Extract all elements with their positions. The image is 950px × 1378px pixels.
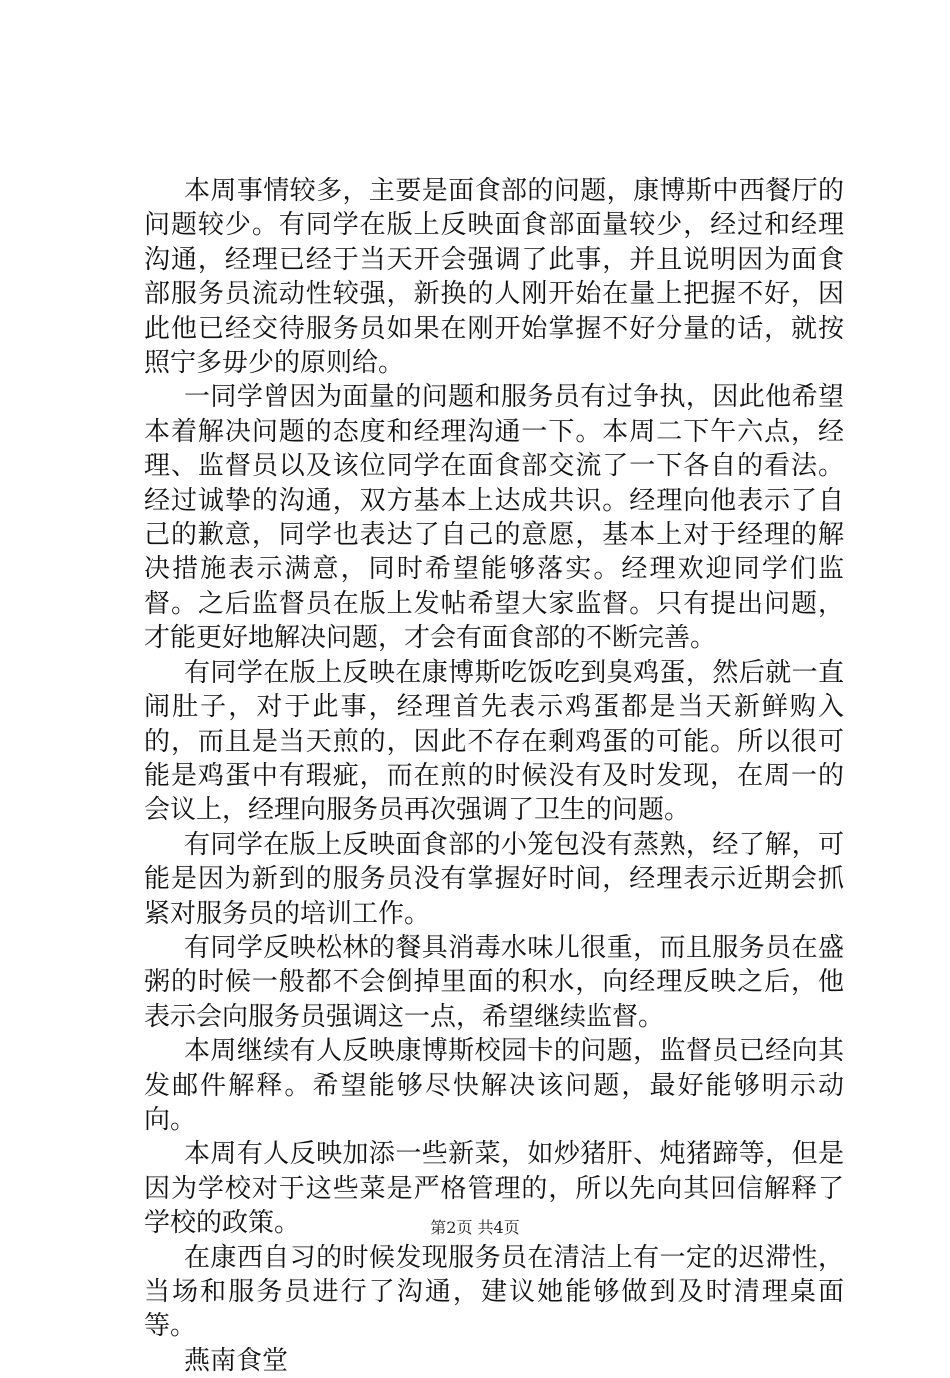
paragraph-5: 有同学反映松林的餐具消毒水味儿很重，而且服务员在盛粥的时候一般都不会倒掉里面的积水，向经理反映之后，他表示会向服务员强调这一点，希望继续监督。 [144,932,844,1032]
paragraph-4: 有同学在版上反映面食部的小笼包没有蒸熟，经了解，可能是因为新到的服务员没有掌握好时间，经理表示近期会抓紧对服务员的培训工作。 [144,829,844,929]
paragraph-7: 本周有人反映加添一些新菜，如炒猪肝、炖猪蹄等，但是因为学校对于这些菜是严格管理的，所以先向其回信解释了学校的政策。 [144,1139,844,1239]
paragraph-2: 一同学曾因为面量的问题和服务员有过争执，因此他希望本着解决问题的态度和经理沟通一下。本周二下午六点，经理、监督员以及该位同学在面食部交流了一下各自的看法。经过诚挚的沟通，双方基本上达成共识。经理向他表示了自己的歉意，同学也表达了自己的意愿，基本上对于经理的解决措施表示满意，同时希望能够落实。经理欢迎同学们监督。之后监督员在版上发帖希望大家监督。只有提出问题，才能更好地解决问题，才会有面食部的不断完善。 [144,382,844,654]
section-heading-yannan-canteen: 燕南食堂 [184,1345,289,1376]
paragraph-8: 在康西自习的时候发现服务员在清洁上有一定的迟滞性，当场和服务员进行了沟通，建议她能够做到及时清理桌面等。 [144,1242,844,1342]
paragraph-1: 本周事情较多，主要是面食部的问题，康博斯中西餐厅的问题较少。有同学在版上反映面食部面量较少，经过和经理沟通，经理已经于当天开会强调了此事，并且说明因为面食部服务员流动性较强，新换的人刚开始在量上把握不好，因此他已经交待服务员如果在刚开始掌握不好分量的话，就按照宁多毋少的原则给。 [144,176,844,379]
page-number-footer: 第2页 共4页 [430,1218,520,1237]
paragraph-3: 有同学在版上反映在康博斯吃饭吃到臭鸡蛋，然后就一直闹肚子，对于此事，经理首先表示鸡蛋都是当天新鲜购入的，而且是当天煎的，因此不存在剩鸡蛋的可能。所以很可能是鸡蛋中有瑕疵，而在煎的时候没有及时发现，在周一的会议上，经理向服务员再次强调了卫生的问题。 [144,657,844,826]
document-body [144,174,844,1378]
paragraph-6: 本周继续有人反映康博斯校园卡的问题，监督员已经向其发邮件解释。希望能够尽快解决该问题，最好能够明示动向。 [144,1036,844,1135]
